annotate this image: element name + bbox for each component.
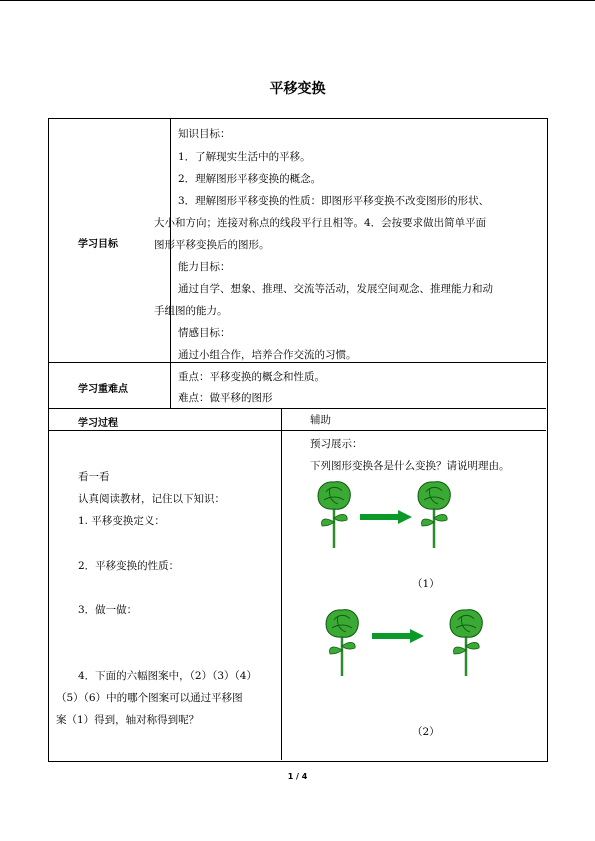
- process-line: 看一看: [78, 471, 110, 483]
- table-divider: [48, 408, 546, 409]
- aid-line: 下列图形变换各是什么变换？请说明理由。: [310, 460, 510, 472]
- flower-icon: [322, 606, 362, 678]
- objective-line: 1．了解现实生活中的平移。: [178, 151, 311, 163]
- process-line: 3．做一做：: [78, 604, 138, 616]
- difficulty-text: 难点：做平移的图形: [178, 392, 273, 404]
- process-line: 案（1）得到，轴对称得到呢？: [56, 714, 200, 726]
- arrow-right-icon: [372, 629, 424, 643]
- header-rule: [0, 0, 595, 1]
- table-divider: [281, 408, 282, 760]
- process-line: （5）（6）中的哪个图案可以通过平移图: [56, 692, 243, 704]
- process-line: 2．平移变换的性质：: [78, 560, 180, 572]
- key-points-label: 学习重难点: [78, 384, 128, 395]
- process-line: 4．下面的六幅图案中，（2）（3）（4）: [78, 670, 257, 682]
- objective-line: 2．理解图形平移变换的概念。: [178, 173, 322, 185]
- objective-line: 通过自学、想象、推理、交流等活动，发展空间观念、推理能力和动: [178, 283, 493, 295]
- table-divider: [48, 362, 546, 363]
- page-number: 1 / 4: [287, 772, 308, 781]
- objective-line: 通过小组合作，培养合作交流的习惯。: [178, 349, 357, 361]
- page-title: 平移变换: [269, 81, 326, 97]
- figure-caption: （1）: [412, 578, 440, 590]
- objectives-label: 学习目标: [78, 239, 118, 250]
- flower-icon: [314, 478, 354, 550]
- objective-line: 图形平移变换后的图形。: [154, 239, 270, 251]
- table-divider: [48, 430, 546, 431]
- process-label: 学习过程: [78, 418, 118, 429]
- process-line: 认真阅读教材，记住以下知识：: [78, 493, 225, 505]
- table-divider: [170, 118, 171, 408]
- aid-line: 预习展示：: [310, 438, 363, 450]
- objective-line: 能力目标：: [178, 261, 231, 273]
- objective-line: 手组图的能力。: [154, 305, 228, 317]
- arrow-right-icon: [360, 510, 412, 524]
- flower-icon: [414, 478, 454, 550]
- process-line: 1. 平移变换定义：: [78, 515, 165, 527]
- flower-icon: [446, 606, 486, 678]
- objective-line: 知识目标：: [178, 128, 231, 140]
- aid-label: 辅助: [310, 414, 331, 426]
- objective-line: 3．理解图形平移变换的性质：即图形平移变换不改变图形的形状、: [178, 195, 490, 207]
- figure-caption: （2）: [412, 726, 440, 738]
- focus-text: 重点：平移变换的概念和性质。: [178, 371, 325, 383]
- objective-line: 情感目标：: [178, 327, 231, 339]
- objective-line: 大小和方向；连接对称点的线段平行且相等。4．会按要求做出简单平面: [154, 217, 487, 229]
